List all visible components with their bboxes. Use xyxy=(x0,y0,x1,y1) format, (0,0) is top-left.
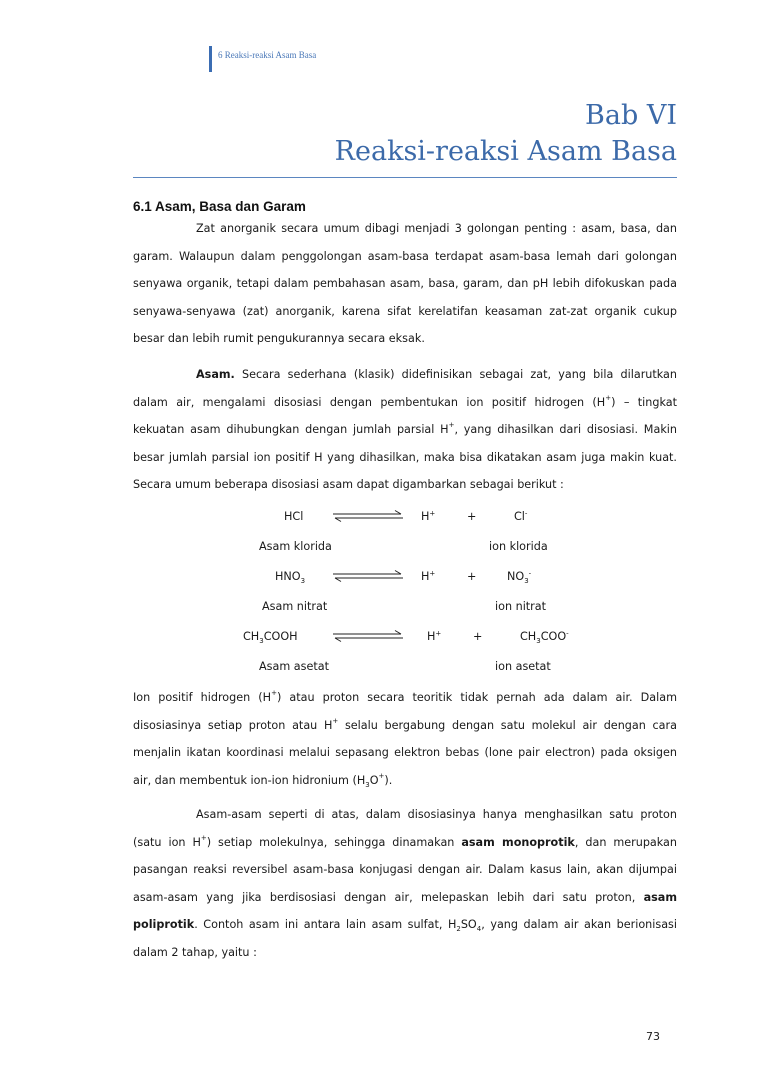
equation-3-anion-name: ion asetat xyxy=(495,660,551,673)
equilibrium-arrow-icon xyxy=(333,570,403,582)
running-header: 6 Reaksi-reaksi Asam Basa xyxy=(218,50,317,60)
chapter-number: Bab VI xyxy=(585,100,677,131)
paragraph-acid-definition: Asam. Secara sederhana (klasik) didefinisikan sebagai zat, yang bila dilarutkan dalam air, mengalami disosiasi dengan pembentukan ion positif hidrogen (H+) – tingkat kekuatan asam dihubungkan dengan jumlah parsial H+, yang dihasilkan dari disosiasi. Makin besar jumlah parsial ion positif H yang dihasilkan, maka bisa dikatakan asam juga makin kuat. Secara umum beberapa disosiasi asam dapat digambarkan sebagai berikut : xyxy=(133,368,677,491)
chapter-title: Reaksi-reaksi Asam Basa xyxy=(334,136,677,167)
title-divider xyxy=(133,177,677,178)
equation-2-acid: $HNO_3$ xyxy=(275,570,306,586)
page-number: 73 xyxy=(646,1030,660,1043)
equation-1-anion: Cl- xyxy=(514,509,528,523)
equation-3-acid: $CH_3COOH$ xyxy=(243,630,298,646)
equation-2-acid-name: Asam nitrat xyxy=(262,600,328,613)
equation-2-plus: + xyxy=(467,570,477,583)
equation-2-anion-name: ion nitrat xyxy=(495,600,547,613)
equation-1-cation: H+ xyxy=(421,509,436,523)
equation-1-plus: + xyxy=(467,510,477,523)
equation-3-acid-name: Asam asetat xyxy=(259,660,329,673)
equation-3-plus: + xyxy=(473,630,483,643)
equation-3-anion: $CH_3COO^-$ xyxy=(520,629,569,646)
equation-2-cation: H+ xyxy=(421,569,436,583)
equation-3-cation: H+ xyxy=(427,629,442,643)
equilibrium-arrow-icon xyxy=(333,510,403,522)
paragraph-proton: Ion positif hidrogen (H+) atau proton secara teoritik tidak pernah ada dalam air. Dalam disosiasinya setiap proton atau H+ selalu bergabung dengan satu molekul air dengan cara menjalin ikatan koordinasi melalui sepasang elektron bebas (lone pair electron) pada oksigen air, dan membentuk ion-ion hidronium $(H_3O^+)$. xyxy=(133,689,677,789)
equation-1-acid-name: Asam klorida xyxy=(259,540,332,553)
header-accent-bar xyxy=(209,46,212,72)
equation-1-acid: HCl xyxy=(284,510,304,523)
paragraph-intro: Zat anorganik secara umum dibagi menjadi 3 golongan penting : asam, basa, dan garam. Walaupun dalam penggolongan asam-basa terdapat asam-basa lemah dari golongan senyawa organik, tetapi dalam pembahasan asam, basa, garam, dan pH lebih difokuskan pada senyawa-senyawa (zat) anorganik, karena sifat kerelatifan keasaman zat-zat organik cukup besar dan lebih rumit pengukurannya secara eksak. xyxy=(133,222,677,345)
equilibrium-arrow-icon xyxy=(333,630,403,642)
section-heading: 6.1 Asam, Basa dan Garam xyxy=(133,199,306,214)
paragraph-monoprotic: Asam-asam seperti di atas, dalam disosiasinya hanya menghasilkan satu proton (satu ion H+) setiap molekulnya, sehingga dinamakan asam monoprotik, dan merupakan pasangan reaksi reversibel asam-basa konjugasi dengan air. Dalam kasus lain, akan dijumpai asam-asam yang jika berdisosiasi dengan air, melepaskan lebih dari satu proton, asam poliprotik. Contoh asam ini antara lain asam sulfat, $H_2SO_4$, yang dalam air akan berionisasi dalam 2 tahap, yaitu : xyxy=(133,808,678,959)
equation-2-anion: $NO_3^-$ xyxy=(507,569,532,586)
equation-1-anion-name: ion klorida xyxy=(489,540,548,553)
